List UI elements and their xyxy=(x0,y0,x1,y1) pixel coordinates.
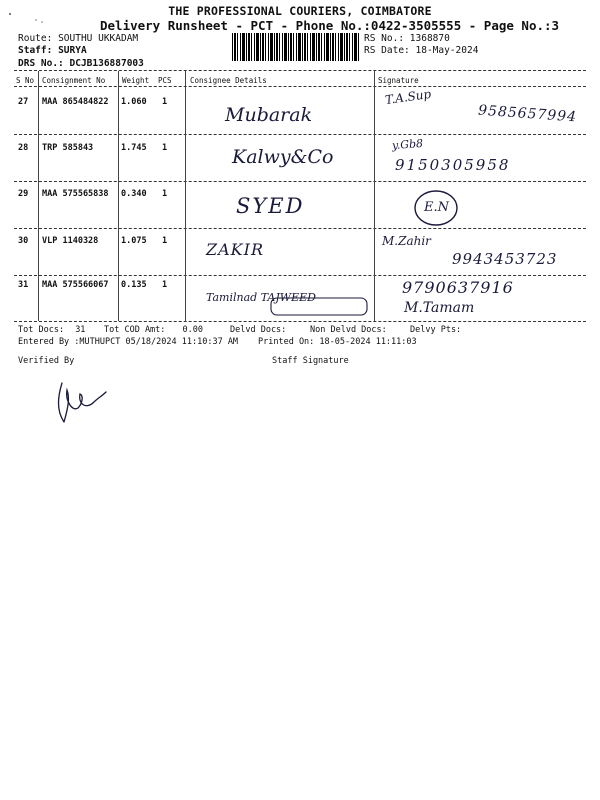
printed-on: Printed On: 18-05-2024 11:11:03 xyxy=(258,337,417,347)
handwritten-signature: y.Gb8 xyxy=(391,136,424,153)
col-header-weight: Weight xyxy=(122,76,150,85)
row-pcs: 1 xyxy=(162,236,168,246)
drs-value: DCJB136887003 xyxy=(69,58,144,69)
handwritten-consignee: ZAKIR xyxy=(206,240,264,259)
row-consignment: MAA 865484822 xyxy=(42,97,109,107)
handwritten-consignee: Mubarak xyxy=(225,104,313,126)
table-bottom-rule xyxy=(14,321,586,322)
handwritten-consignee: Kalwy&Co xyxy=(232,146,334,168)
row-divider xyxy=(14,134,586,135)
verified-by-label: Verified By xyxy=(18,356,75,366)
consignee-box-mark xyxy=(270,296,370,318)
table-top-rule xyxy=(14,70,586,71)
row-weight: 1.075 xyxy=(121,236,147,246)
row-weight: 0.135 xyxy=(121,280,147,290)
col-header-pcs: PCS xyxy=(158,76,172,85)
rs-no-line xyxy=(364,33,450,44)
header-bottom-rule xyxy=(14,86,586,87)
handwritten-phone: 9943453723 xyxy=(452,250,558,268)
row-weight: 1.745 xyxy=(121,143,147,153)
row-divider xyxy=(14,228,586,229)
runsheet-title: Delivery Runsheet - PCT - Phone No.:0422-3505555 - Page No.:3 xyxy=(100,18,560,33)
handwritten-consignee: Tamilnad TAJWEED xyxy=(206,291,316,304)
col-header-signature: Signature xyxy=(378,76,419,85)
route-label: Route: xyxy=(18,33,53,44)
row-sno: 28 xyxy=(18,143,29,153)
row-pcs: 1 xyxy=(162,189,168,199)
barcode-image xyxy=(232,33,360,61)
staff-label: Staff: xyxy=(18,45,53,56)
tot-docs-label: Tot Docs: xyxy=(18,325,65,335)
row-sno: 27 xyxy=(18,97,29,107)
staff-signature-label: Staff Signature xyxy=(272,356,349,366)
route-line xyxy=(18,33,138,44)
row-divider xyxy=(14,275,586,276)
rs-date-label: RS Date: xyxy=(364,45,410,56)
row-consignment: MAA 575566067 xyxy=(42,280,109,290)
tot-cod xyxy=(104,325,203,335)
handwritten-signature: E.N xyxy=(424,200,449,215)
tot-cod-label: Tot COD Amt: xyxy=(104,325,166,335)
tot-cod-value: 0.00 xyxy=(182,325,204,335)
row-sno: 31 xyxy=(18,280,29,290)
staff-line xyxy=(18,45,87,56)
scan-marks xyxy=(6,10,46,30)
delvy-pts-label: Delvy Pts: xyxy=(410,325,462,335)
rs-date-value: 18-May-2024 xyxy=(415,45,479,56)
drs-label: DRS No.: xyxy=(18,58,64,69)
handwritten-consignee: SYED xyxy=(236,194,305,218)
company-name: THE PROFESSIONAL COURIERS, COIMBATORE xyxy=(168,4,432,18)
column-divider xyxy=(38,71,39,321)
column-divider xyxy=(118,71,119,321)
verifier-signature-mark xyxy=(50,378,110,428)
row-divider xyxy=(14,181,586,182)
rs-date-line xyxy=(364,45,478,56)
tot-docs-value: 31 xyxy=(75,325,86,335)
column-divider xyxy=(374,71,375,321)
route-value: SOUTHU UKKADAM xyxy=(58,33,139,44)
handwritten-signature: M.Tamam xyxy=(404,300,475,316)
rs-no-value: 1368870 xyxy=(409,33,450,44)
col-header-consignment: Consignment No xyxy=(42,76,106,85)
row-weight: 0.340 xyxy=(121,189,147,199)
handwritten-phone: 9585657994 xyxy=(477,102,578,126)
delvd-docs-label: Delvd Docs: xyxy=(230,325,287,335)
row-sno: 29 xyxy=(18,189,29,199)
drs-line xyxy=(18,58,144,69)
non-delvd-docs-label: Non Delvd Docs: xyxy=(310,325,387,335)
row-pcs: 1 xyxy=(162,97,168,107)
handwritten-phone: 9150305958 xyxy=(395,156,511,174)
handwritten-signature: T.A.Sup xyxy=(384,86,432,108)
col-header-sno: S No xyxy=(16,76,35,85)
handwritten-phone: 9790637916 xyxy=(402,278,514,297)
row-weight: 1.060 xyxy=(121,97,147,107)
tot-docs xyxy=(18,325,85,335)
column-divider xyxy=(185,71,186,321)
row-consignment: VLP 1140328 xyxy=(42,236,99,246)
entered-by: Entered By :MUTHUPCT 05/18/2024 11:10:37 AM xyxy=(18,337,239,347)
row-consignment: TRP 585843 xyxy=(42,143,94,153)
staff-value: SURYA xyxy=(58,45,87,56)
rs-no-label: RS No.: xyxy=(364,33,405,44)
row-pcs: 1 xyxy=(162,280,168,290)
row-consignment: MAA 575565838 xyxy=(42,189,109,199)
row-pcs: 1 xyxy=(162,143,168,153)
row-sno: 30 xyxy=(18,236,29,246)
col-header-consignee: Consignee Details xyxy=(190,76,267,85)
handwritten-signature: M.Zahir xyxy=(382,234,431,248)
